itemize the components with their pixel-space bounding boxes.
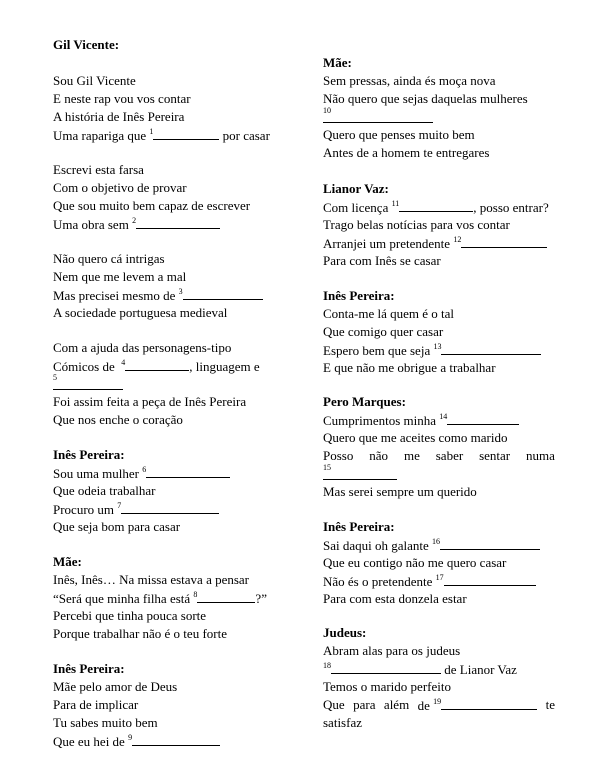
fill-blank[interactable]: [440, 536, 540, 550]
verse-line: Sou uma mulher $^6$: [53, 464, 289, 482]
verse-line: E que não me obrigue a trabalhar: [323, 360, 496, 375]
blank-number: 8: [193, 590, 198, 599]
blank-number: 2: [132, 216, 137, 225]
verse-line: Trago belas notícias para vos contar: [323, 217, 510, 232]
verse-line: Que eu contigo não me quero casar: [323, 555, 507, 570]
verse-line: Foi assim feita a peça de Inês Pereira: [53, 394, 247, 409]
verse-line: Não és o pretendente $^{17}$: [323, 572, 555, 590]
stanza-heading: Mãe:: [323, 55, 352, 70]
verse-line: A história de Inês Pereira: [53, 109, 185, 124]
verse-line: Mas serei sempre um querido: [323, 484, 477, 499]
verse-line: Percebi que tinha pouca sorte: [53, 608, 207, 623]
blank-number: 15: [323, 463, 331, 472]
fill-blank[interactable]: [146, 464, 230, 478]
stanza-heading: Inês Pereira:: [53, 447, 125, 462]
verse-line: $^{18}$ de Lianor Vaz: [323, 661, 517, 677]
verse-line: Escrevi esta farsa: [53, 162, 144, 177]
fill-blank[interactable]: [136, 215, 220, 229]
verse-line: Sem pressas, ainda és moça nova: [323, 73, 496, 88]
fill-blank[interactable]: [331, 660, 441, 674]
verse-line: Que para além de $^{19}$ te: [323, 697, 555, 713]
stanza-heading: Mãe:: [53, 554, 82, 569]
verse-line: Tu sabes muito bem: [53, 715, 158, 730]
verse-line: Que sou muito bem capaz de escrever: [53, 198, 251, 213]
verse-line: Não quero que sejas daquelas mulheres: [323, 91, 528, 106]
verse-line: Nem que me levem a mal: [53, 269, 187, 284]
stanza-heading: Gil Vicente:: [53, 37, 120, 52]
fill-blank[interactable]: [121, 500, 219, 514]
verse-line: Com a ajuda das personagens-tipo: [53, 340, 232, 355]
verse-line: Que comigo quer casar: [323, 324, 444, 339]
verse-line: Para com esta donzela estar: [323, 591, 467, 606]
verse-line: Inês, Inês… Na missa estava a pensar: [53, 572, 250, 587]
verse-line: Porque trabalhar não é o teu forte: [53, 626, 227, 641]
blank-number: 12: [453, 235, 462, 244]
blank-number: 14: [439, 412, 448, 421]
blank-number: 13: [433, 342, 442, 351]
fill-blank[interactable]: [399, 198, 473, 212]
stanza-heading: Inês Pereira:: [323, 519, 395, 534]
verse-line: Que nos enche o coração: [53, 412, 183, 427]
blank-number: 3: [178, 287, 183, 296]
blank-number: 6: [142, 465, 147, 474]
fill-blank[interactable]: [447, 411, 519, 425]
verse-line: Conta-me lá quem é o tal: [323, 306, 455, 321]
blank-number: 7: [117, 501, 122, 510]
blank-number: 5: [53, 373, 57, 382]
blank-number: 10: [323, 106, 331, 115]
fill-blank[interactable]: [132, 732, 220, 746]
verse-line: Cómicos de $^4$ , linguagem e: [53, 358, 260, 374]
blank-number: 1: [149, 127, 154, 136]
fill-blank[interactable]: [323, 466, 397, 480]
fill-blank[interactable]: [441, 696, 537, 710]
blank-number: 16: [432, 537, 441, 546]
verse-line: Posso não me saber sentar numa: [323, 448, 555, 463]
verse-line: E neste rap vou vos contar: [53, 91, 191, 106]
blank-number: 11: [391, 199, 400, 208]
blank-number: 17: [435, 573, 444, 582]
verse-line: Temos o marido perfeito: [323, 679, 451, 694]
verse-line: Uma obra sem $^2$: [53, 215, 289, 233]
verse-line: A sociedade portuguesa medieval: [53, 305, 228, 320]
fill-blank[interactable]: [197, 589, 255, 603]
verse-line: Mas precisei mesmo de $^3$: [53, 286, 289, 304]
verse-line: Abram alas para os judeus: [323, 643, 461, 658]
verse-line: “Será que minha filha está $^8$ ?”: [53, 590, 267, 606]
stanza-heading: Lianor Vaz:: [323, 181, 389, 196]
verse-line: Que odeia trabalhar: [53, 483, 156, 498]
fill-blank[interactable]: [444, 572, 536, 586]
blank-number: 19: [433, 697, 442, 706]
verse-line: Sai daqui oh galante $^{16}$: [323, 536, 555, 554]
verse-line: Mãe pelo amor de Deus: [53, 679, 178, 694]
verse-line: Com o objetivo de provar: [53, 180, 187, 195]
verse-line: Que seja bom para casar: [53, 519, 181, 534]
verse-line: [323, 465, 555, 483]
verse-line: [323, 108, 555, 126]
fill-blank[interactable]: [53, 376, 123, 390]
verse-line: Espero bem que seja $^{13}$: [323, 341, 555, 359]
verse-line: Para de implicar: [53, 697, 139, 712]
blank-number: 4: [121, 358, 126, 367]
fill-blank[interactable]: [461, 234, 547, 248]
verse-line: [53, 375, 289, 393]
verse-line: Sou Gil Vicente: [53, 73, 136, 88]
blank-number: 18: [323, 661, 331, 670]
verse-line: Procuro um $^7$: [53, 500, 289, 518]
verse-line: Arranjei um pretendente $^{12}$: [323, 234, 555, 252]
fill-blank[interactable]: [441, 341, 541, 355]
stanza-heading: Inês Pereira:: [53, 661, 125, 676]
stanza-heading: Inês Pereira:: [323, 288, 395, 303]
verse-line: Quero que me aceites como marido: [323, 430, 508, 445]
verse-line: Com licença $^{11}$ , posso entrar?: [323, 199, 549, 215]
verse-line: Que eu hei de $^9$: [53, 732, 289, 750]
verse-line: Uma rapariga que $^1$ por casar: [53, 127, 270, 143]
fill-blank[interactable]: [183, 286, 263, 300]
blank-number: 9: [128, 733, 133, 742]
stanza-heading: Judeus:: [323, 625, 367, 640]
stanza-heading: Pero Marques:: [323, 394, 406, 409]
verse-line: Para com Inês se casar: [323, 253, 441, 268]
fill-blank[interactable]: [323, 109, 433, 123]
verse-line: Antes de a homem te entregares: [323, 145, 490, 160]
verse-line: Quero que penses muito bem: [323, 127, 475, 142]
fill-blank[interactable]: [153, 126, 219, 140]
fill-blank[interactable]: [125, 357, 189, 371]
verse-line: satisfaz: [323, 715, 362, 730]
verse-line: Não quero cá intrigas: [53, 251, 165, 266]
verse-line: Cumprimentos minha $^{14}$: [323, 411, 555, 429]
